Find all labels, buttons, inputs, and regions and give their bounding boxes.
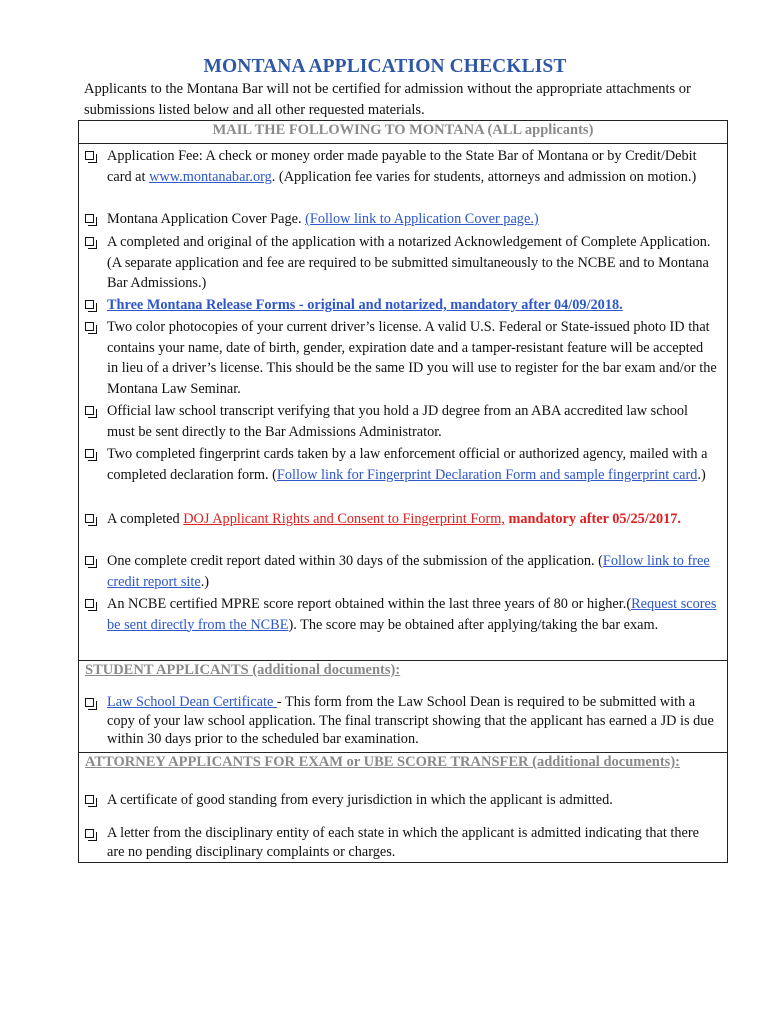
divider	[79, 660, 727, 661]
checkbox-icon[interactable]	[85, 151, 94, 160]
checkbox-icon[interactable]	[85, 698, 94, 707]
checkbox-icon[interactable]	[85, 556, 94, 565]
checklist-table	[78, 120, 728, 863]
mail-section-heading: MAIL THE FOLLOWING TO MONTANA (ALL applicants)	[212, 122, 594, 138]
cover-page-link[interactable]: (Follow link to Application Cover page.)	[305, 211, 539, 227]
checkbox-icon[interactable]	[85, 599, 94, 608]
checkbox-icon[interactable]	[85, 214, 94, 223]
checkbox-icon[interactable]	[85, 795, 94, 804]
list-item-dean-certificate: Law School Dean Certificate - This form from the Law School Dean is required to be submitted with a copy of your law school application. The final transcript showing that the applicant has earned a JD is due within 30 days prior to the scheduled bar examination.	[85, 693, 717, 749]
list-item-fingerprint-cards: Two completed fingerprint cards taken by a law enforcement official or authorized agency, mailed with a completed declaration form. (Follow link for Fingerprint Declaration Form and sample fingerprint card.)	[85, 444, 717, 485]
dean-certificate-link[interactable]: Law School Dean Certificate	[107, 694, 277, 710]
montanabar-link[interactable]: www.montanabar.org	[149, 168, 272, 185]
list-item-release-forms	[85, 295, 717, 316]
list-item-mpre: An NCBE certified MPRE score report obtained within the last three years of 80 or higher.(Request scores be sent directly from the NCBE). The score may be obtained after applying/taking the bar exam.	[85, 594, 717, 635]
intro-text: Applicants to the Montana Bar will not be certified for admission without the appropriate attachments or submissions listed below and all other requested materials.	[84, 81, 691, 118]
checkbox-icon[interactable]	[85, 406, 94, 415]
fingerprint-form-link[interactable]: Follow link for Fingerprint Declaration Form and sample fingerprint card	[276, 466, 698, 483]
student-section-heading: STUDENT APPLICANTS (additional documents):	[85, 662, 401, 678]
list-item-cover-page: Montana Application Cover Page. (Follow link to Application Cover page.)	[85, 209, 717, 230]
page-title: MONTANA APPLICATION CHECKLIST	[203, 56, 567, 77]
release-forms-link[interactable]: Three Montana Release Forms - original and notarized, mandatory after 04/09/2018.	[107, 297, 623, 313]
doj-form-link[interactable]: DOJ Applicant Rights and Consent to Fingerprint Form,	[183, 511, 505, 527]
list-item-disciplinary-letter: A letter from the disciplinary entity of each state in which the applicant is admitted indicating that there are no pending disciplinary complaints or charges.	[85, 824, 717, 861]
list-item-good-standing: A certificate of good standing from every jurisdiction in which the applicant is admitted.	[85, 790, 717, 811]
divider	[79, 752, 727, 753]
checkbox-icon[interactable]	[85, 449, 94, 458]
credit-report-link[interactable]: Follow link to free credit report site	[107, 553, 710, 590]
list-item-drivers-license: Two color photocopies of your current driver’s license. A valid U.S. Federal or State-issued photo ID that contains your name, date of birth, gender, expiration date and a tamper-resistant feature will be accepted in lieu of a driver’s license. This should be the same ID you will use to register for the bar exam and/or the Montana Law Seminar.	[85, 317, 717, 399]
checkbox-icon[interactable]	[85, 514, 94, 523]
checkbox-icon[interactable]	[85, 829, 94, 838]
checkbox-icon[interactable]	[85, 237, 94, 246]
list-item-credit-report: One complete credit report dated within 30 days of the submission of the application. (Follow link to free credit report site.)	[85, 551, 717, 592]
divider	[79, 143, 727, 144]
checkbox-icon[interactable]	[85, 300, 94, 309]
list-item-transcript: Official law school transcript verifying that you hold a JD degree from an ABA accredited law school must be sent directly to the Bar Admissions Administrator.	[85, 401, 717, 442]
mpre-scores-link[interactable]: Request scores be sent directly from the NCBE	[107, 596, 717, 633]
attorney-section-heading: ATTORNEY APPLICANTS FOR EXAM or UBE SCORE TRANSFER (additional documents):	[85, 754, 680, 770]
list-item-doj-form: A completed DOJ Applicant Rights and Consent to Fingerprint Form, mandatory after 05/25/2017.	[85, 509, 717, 530]
list-item-fee: Application Fee: A check or money order made payable to the State Bar of Montana or by Credit/Debit card at www.montanabar.org. (Application fee varies for students, attorneys and admission on motion.)	[85, 146, 717, 187]
checkbox-icon[interactable]	[85, 322, 94, 331]
list-item-original-application: A completed and original of the application with a notarized Acknowledgement of Complete Application. (A separate application and fee are required to be submitted simultaneously to the NCBE and to Montana Bar Admissions.)	[85, 232, 717, 294]
